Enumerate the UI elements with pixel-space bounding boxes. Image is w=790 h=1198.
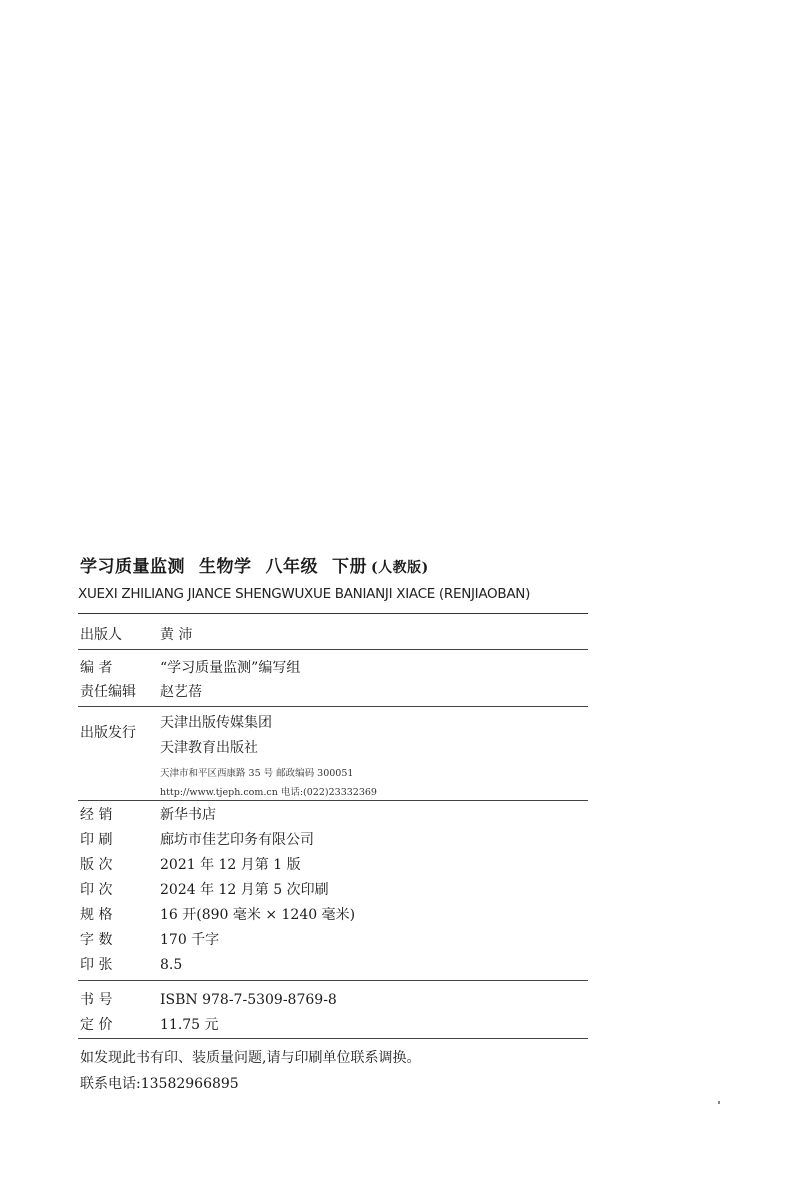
detail-label: 字 数 [80, 932, 113, 948]
detail-row [80, 904, 600, 924]
publishing-row [80, 722, 600, 742]
detail-value: 新华书店 [160, 807, 216, 823]
detail-row [80, 829, 600, 849]
detail-value: 170 千字 [160, 932, 220, 948]
detail-row [80, 804, 600, 824]
detail-value: 廊坊市佳艺印务有限公司 [160, 832, 314, 848]
divider [78, 800, 588, 801]
title-subject: 生物学 [199, 557, 252, 577]
detail-row [80, 854, 600, 874]
divider [78, 649, 588, 650]
detail-row [80, 929, 600, 949]
editor-label: 编 者 [80, 660, 113, 676]
detail-label: 印 次 [80, 882, 113, 898]
divider [78, 980, 588, 981]
isbn-value: ISBN 978-7-5309-8769-8 [160, 992, 337, 1008]
detail-label: 规 格 [80, 907, 113, 923]
pinyin-title: XUEXI ZHILIANG JIANCE SHENGWUXUE BANIANJI XIACE (RENJIAOBAN) [78, 586, 531, 602]
detail-value: 2024 年 12 月第 5 次印刷 [160, 882, 329, 898]
title-series: 学习质量监测 [80, 557, 185, 577]
publisher-person-label: 出版人 [80, 627, 122, 643]
contact-phone: 联系电话:13582966895 [80, 1076, 239, 1092]
book-number-row [80, 989, 600, 1009]
book-title [80, 552, 580, 577]
editor-row [80, 657, 600, 677]
responsible-editor-value: 赵艺蓓 [160, 684, 202, 700]
price-label: 定 价 [80, 1017, 113, 1033]
detail-label: 印 张 [80, 957, 113, 973]
responsible-editor-label: 责任编辑 [80, 684, 136, 700]
publishing-web: http://www.tjeph.com.cn 电话:(022)23332369 [160, 787, 377, 798]
publisher-person-value: 黄 沛 [160, 627, 193, 643]
detail-value: 16 开(890 毫米 × 1240 毫米) [160, 907, 356, 923]
book-number-label: 书 号 [80, 992, 113, 1008]
editor-value: “学习质量监测”编写组 [160, 660, 301, 676]
publisher-person-row [80, 624, 600, 644]
divider [78, 1038, 588, 1039]
responsible-editor-row [80, 681, 600, 701]
divider [78, 613, 588, 614]
detail-label: 印 刷 [80, 832, 113, 848]
price-value: 11.75 元 [160, 1017, 219, 1033]
publishing-press: 天津教育出版社 [160, 740, 258, 756]
title-edition: (人教版) [371, 560, 429, 576]
detail-value: 8.5 [160, 957, 183, 973]
title-volume: 下册 [332, 557, 367, 577]
detail-label: 版 次 [80, 857, 113, 873]
detail-label: 经 销 [80, 807, 113, 823]
scan-speck [718, 1101, 720, 1104]
detail-row [80, 954, 600, 974]
detail-row [80, 879, 600, 899]
price-row [80, 1014, 600, 1034]
publishing-label: 出版发行 [80, 725, 136, 741]
title-grade: 八年级 [265, 557, 318, 577]
publishing-address: 天津市和平区西康路 35 号 邮政编码 300051 [160, 768, 354, 779]
detail-value: 2021 年 12 月第 1 版 [160, 857, 301, 873]
quality-notice: 如发现此书有印、装质量问题,请与印刷单位联系调换。 [80, 1050, 421, 1066]
divider [78, 706, 588, 707]
publishing-group: 天津出版传媒集团 [160, 715, 272, 731]
